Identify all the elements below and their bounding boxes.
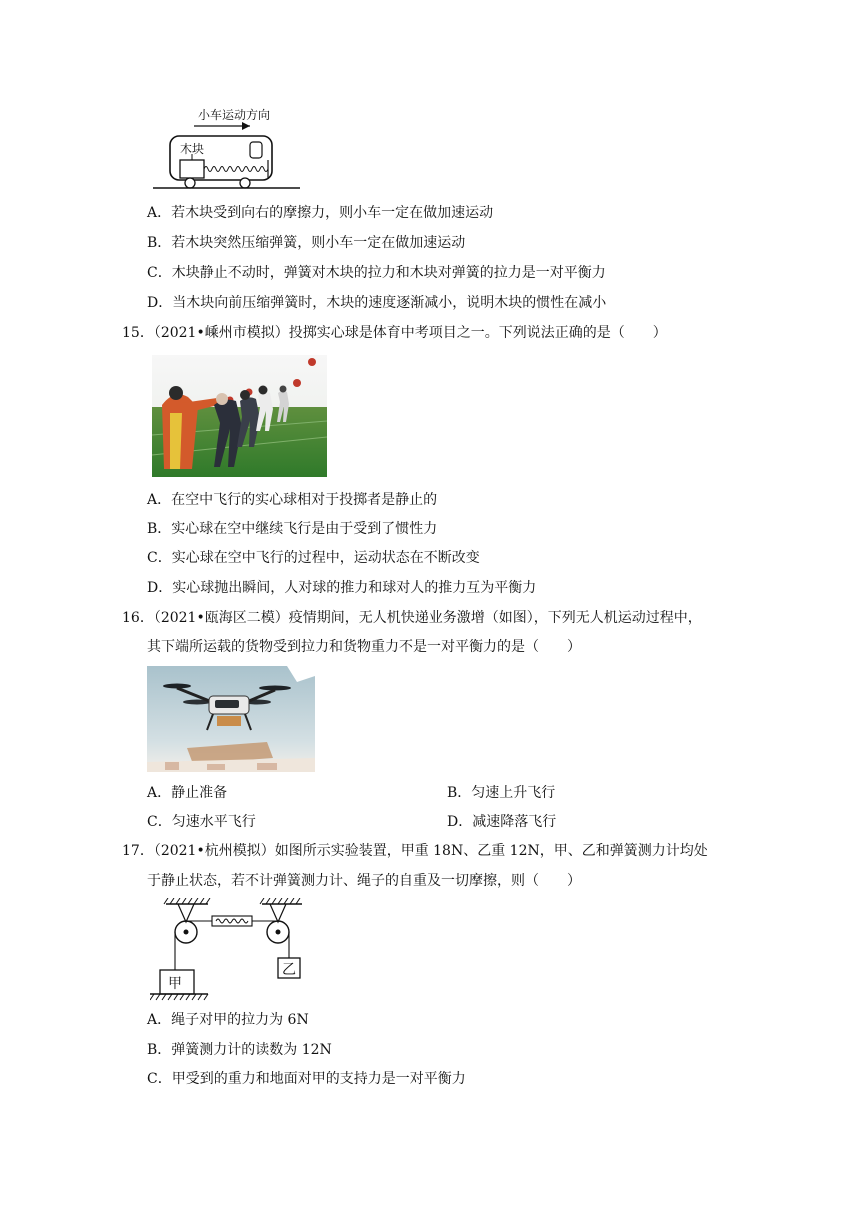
block-label: 木块 <box>180 142 205 156</box>
q15-stem: 15．（2021•嵊州市模拟）投掷实心球是体育中考项目之一。下列说法正确的是（ ） <box>122 325 667 341</box>
q14-option-d: D．当木块向前压缩弹簧时，木块的速度逐渐减小，说明木块的惯性在减小 <box>147 295 607 311</box>
drone-photo <box>147 666 315 772</box>
cart-spring-figure <box>150 100 310 192</box>
q16-option-b: B．匀速上升飞行 <box>447 785 556 801</box>
q17-option-a: A．绳子对甲的拉力为 6N <box>147 1012 309 1028</box>
q15-option-a: A．在空中飞行的实心球相对于投掷者是静止的 <box>147 492 438 508</box>
q16-stem-line1: 16．（2021•瓯海区二模）疫情期间，无人机快递业务激增（如图），下列无人机运动过程中， <box>122 610 702 626</box>
q14-option-c: C．木块静止不动时，弹簧对木块的拉力和木块对弹簧的拉力是一对平衡力 <box>147 265 606 281</box>
arrow-label: 小车运动方向 <box>198 108 271 122</box>
pulley-figure <box>150 898 312 1004</box>
q15-option-c: C．实心球在空中飞行的过程中，运动状态在不断改变 <box>147 550 480 566</box>
q15-option-b: B．实心球在空中继续飞行是由于受到了惯性力 <box>147 521 438 537</box>
q17-stem-line2: 于静止状态，若不计弹簧测力计、绳子的自重及一切摩擦，则（ ） <box>147 873 581 889</box>
q17-option-b: B．弹簧测力计的读数为 12N <box>147 1042 332 1058</box>
q17-stem-line1: 17．（2021•杭州模拟）如图所示实验装置，甲重 18N、乙重 12N，甲、乙和弹簧测力计均处 <box>122 843 708 859</box>
q16-option-c: C．匀速水平飞行 <box>147 814 256 830</box>
label-jia: 甲 <box>168 976 182 992</box>
shotput-photo <box>152 355 327 477</box>
q16-stem-line2: 其下端所运载的货物受到拉力和货物重力不是一对平衡力的是（ ） <box>147 639 581 655</box>
q15-option-d: D．实心球抛出瞬间，人对球的推力和球对人的推力互为平衡力 <box>147 580 537 596</box>
label-yi: 乙 <box>282 962 296 978</box>
q16-option-a: A．静止准备 <box>147 785 228 801</box>
q17-option-c: C．甲受到的重力和地面对甲的支持力是一对平衡力 <box>147 1071 466 1087</box>
q16-option-d: D．减速降落飞行 <box>447 814 557 830</box>
q14-option-a: A．若木块受到向右的摩擦力，则小车一定在做加速运动 <box>147 205 494 221</box>
q14-option-b: B．若木块突然压缩弹簧，则小车一定在做加速运动 <box>147 235 466 251</box>
